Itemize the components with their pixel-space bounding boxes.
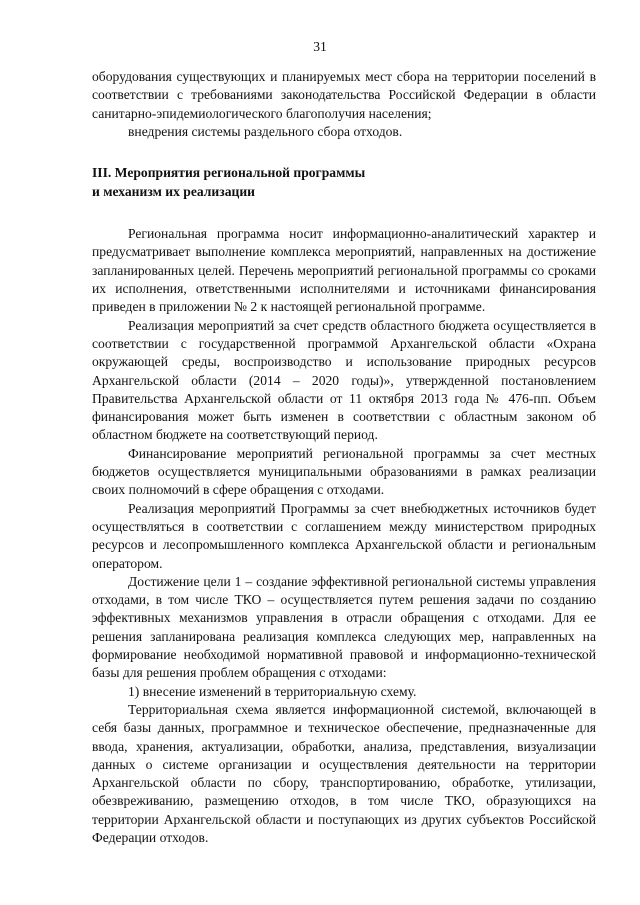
list-item-1: 1) внесение изменений в территориальную схему. <box>128 683 417 699</box>
paragraph-local-budgets: Финансирование мероприятий региональной программы за счет местных бюджетов осуществляется муниципальными образованиями в рамках реализации своих полномочий в сфере обращения с отходами. <box>92 445 596 498</box>
section-heading <box>92 163 596 201</box>
paragraph-program-overview: Региональная программа носит информационно-аналитический характер и предусматривает выполнение комплекса мероприятий, направленных на достижение запланированных целей. Перечень мероприятий региональной программы со сроками их исполнения, ответственными исполнителями и источниками финансирования приведен в приложении № 2 к настоящей региональной программе. <box>92 226 596 315</box>
intro-paragraph-2: внедрения системы раздельного сбора отходов. <box>128 123 403 139</box>
section-heading-line-2: и механизм их реализации <box>92 184 256 200</box>
paragraph-regional-budget: Реализация мероприятий за счет средств областного бюджета осуществляется в соответствии с государственной программой Архангельской области «Охрана окружающей среды, воспроизводство и использование природных ресурсов Архангельской области (2014 – 2020 годы)», утвержденной постановлением Правительства Архангельской области от 11 октября 2013 года № 476-пп. Объем финансирования может быть изменен в соответствии с областным законом об областном бюджете на соответствующий период. <box>92 317 596 443</box>
page-number: 31 <box>313 39 327 54</box>
paragraph-goal-1: Достижение цели 1 – создание эффективной региональной системы управления отходами, в том числе ТКО – осуществляется путем решения задачи по созданию эффективных механизмов управления в отрасли обращения с отходами. Для ее решения запланирована реализация комплекса следующих мер, направленных на формирование необходимой нормативной правовой и информационно-технической базы для решения проблем обращения с отходами: <box>92 573 596 681</box>
paragraph-territorial-scheme: Территориальная схема является информационной системой, включающей в себя базы данных, программное и техническое обеспечение, предназначенные для ввода, хранения, актуализации, обработки, анализа, представления, визуализации данных о системе организации и осуществления деятельности на территории Архангельской области по сбору, транспортированию, обработке, утилизации, обезвреживанию, размещению отходов, в том числе ТКО, образующихся на территории Архангельской области и поступающих из других субъектов Российской Федерации отходов. <box>92 701 596 845</box>
paragraph-extrabudgetary: Реализация мероприятий Программы за счет внебюджетных источников будет осуществляться в соответствии с соглашением между министерством природных ресурсов и лесопромышленного комплекса Архангельской области и региональным оператором. <box>92 500 596 571</box>
intro-paragraph-1: оборудования существующих и планируемых мест сбора на территории поселений в соответствии с требованиями законодательства Российской Федерации в области санитарно-эпидемиологического благополучия населения; <box>92 69 596 121</box>
document-body <box>92 68 596 847</box>
section-heading-line-1: III. Мероприятия региональной программы <box>92 165 366 181</box>
